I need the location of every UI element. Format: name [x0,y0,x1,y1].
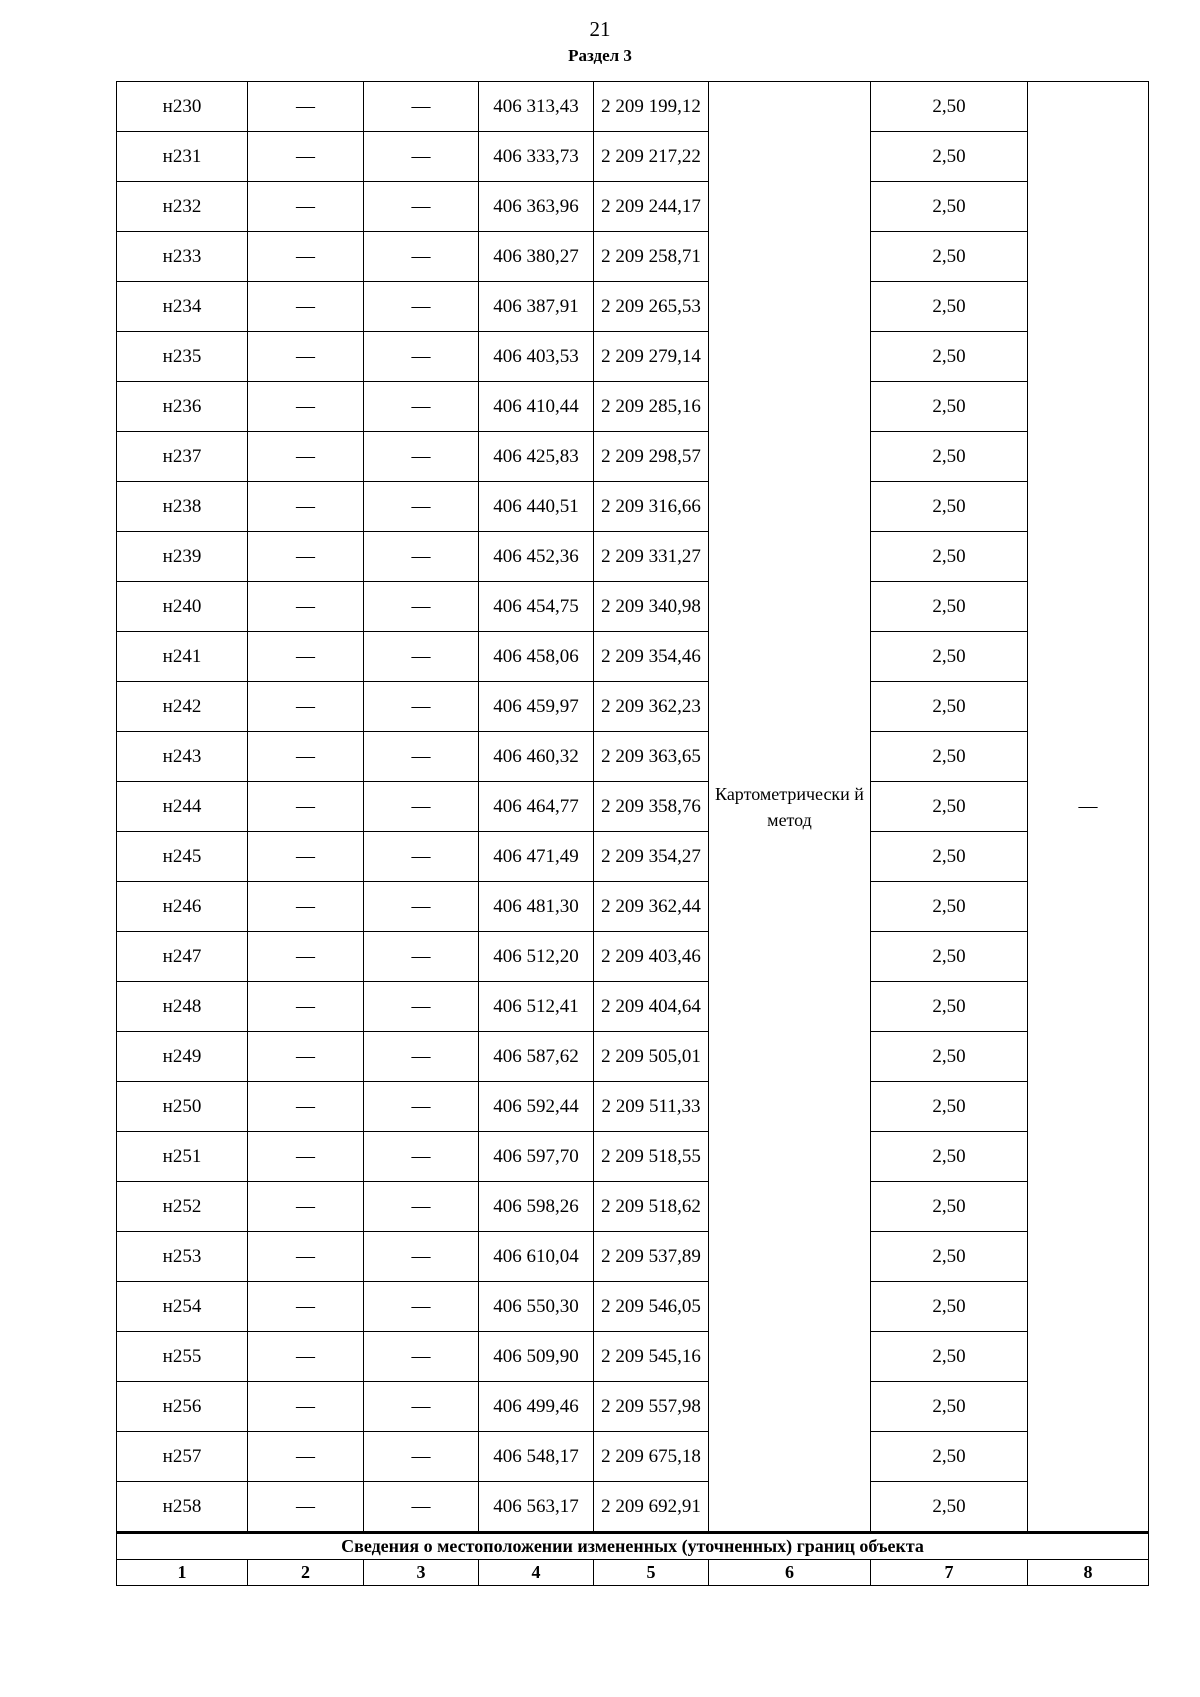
col2-cell: — [248,1282,364,1332]
coordinates-table [116,81,1149,1586]
y-coordinate-cell: 2 209 505,01 [594,1032,709,1082]
method-cell: Картометрически й метод [709,82,871,1533]
accuracy-cell: 2,50 [871,1282,1028,1332]
point-name-cell: н246 [117,882,248,932]
col3-cell: — [364,482,479,532]
col3-cell: — [364,582,479,632]
table-row [117,982,1149,1032]
summary-title: Сведения о местоположении измененных (уточненных) границ объекта [117,1533,1149,1560]
col3-cell: — [364,182,479,232]
table-row [117,82,1149,132]
point-name-cell: н236 [117,382,248,432]
col3-cell: — [364,682,479,732]
accuracy-cell: 2,50 [871,682,1028,732]
col3-cell: — [364,782,479,832]
col2-cell: — [248,1482,364,1533]
col2-cell: — [248,882,364,932]
accuracy-cell: 2,50 [871,1082,1028,1132]
table-row [117,1332,1149,1382]
col2-cell: — [248,1332,364,1382]
y-coordinate-cell: 2 209 244,17 [594,182,709,232]
col3-cell: — [364,1232,479,1282]
point-name-cell: н258 [117,1482,248,1533]
table-body [117,82,1149,1586]
section-title: Раздел 3 [568,46,632,65]
col2-cell: — [248,832,364,882]
table-row [117,382,1149,432]
x-coordinate-cell: 406 410,44 [479,382,594,432]
column-number-cell: 6 [709,1560,871,1586]
accuracy-cell: 2,50 [871,82,1028,132]
col3-cell: — [364,432,479,482]
col3-cell: — [364,232,479,282]
accuracy-cell: 2,50 [871,282,1028,332]
x-coordinate-cell: 406 333,73 [479,132,594,182]
col8-cell: — [1028,82,1149,1533]
col2-cell: — [248,1232,364,1282]
table-row [117,1482,1149,1533]
table-row [117,1382,1149,1432]
col3-cell: — [364,1432,479,1482]
y-coordinate-cell: 2 209 354,46 [594,632,709,682]
col2-cell: — [248,532,364,582]
x-coordinate-cell: 406 550,30 [479,1282,594,1332]
x-coordinate-cell: 406 425,83 [479,432,594,482]
x-coordinate-cell: 406 440,51 [479,482,594,532]
point-name-cell: н251 [117,1132,248,1182]
col2-cell: — [248,932,364,982]
x-coordinate-cell: 406 499,46 [479,1382,594,1432]
point-name-cell: н230 [117,82,248,132]
col2-cell: — [248,282,364,332]
table-row [117,132,1149,182]
x-coordinate-cell: 406 459,97 [479,682,594,732]
point-name-cell: н240 [117,582,248,632]
x-coordinate-cell: 406 592,44 [479,1082,594,1132]
y-coordinate-cell: 2 209 518,62 [594,1182,709,1232]
column-number-cell: 3 [364,1560,479,1586]
col3-cell: — [364,1182,479,1232]
col2-cell: — [248,582,364,632]
accuracy-cell: 2,50 [871,432,1028,482]
col3-cell: — [364,82,479,132]
y-coordinate-cell: 2 209 545,16 [594,1332,709,1382]
table-row [117,632,1149,682]
col2-cell: — [248,382,364,432]
accuracy-cell: 2,50 [871,1132,1028,1182]
y-coordinate-cell: 2 209 362,23 [594,682,709,732]
x-coordinate-cell: 406 471,49 [479,832,594,882]
col2-cell: — [248,782,364,832]
y-coordinate-cell: 2 209 354,27 [594,832,709,882]
x-coordinate-cell: 406 512,41 [479,982,594,1032]
accuracy-cell: 2,50 [871,182,1028,232]
point-name-cell: н234 [117,282,248,332]
x-coordinate-cell: 406 597,70 [479,1132,594,1182]
point-name-cell: н253 [117,1232,248,1282]
y-coordinate-cell: 2 209 265,53 [594,282,709,332]
col3-cell: — [364,1282,479,1332]
col2-cell: — [248,1382,364,1432]
accuracy-cell: 2,50 [871,982,1028,1032]
table-row [117,332,1149,382]
y-coordinate-cell: 2 209 537,89 [594,1232,709,1282]
point-name-cell: н245 [117,832,248,882]
accuracy-cell: 2,50 [871,1232,1028,1282]
summary-row [117,1533,1149,1560]
y-coordinate-cell: 2 209 546,05 [594,1282,709,1332]
accuracy-cell: 2,50 [871,132,1028,182]
x-coordinate-cell: 406 610,04 [479,1232,594,1282]
x-coordinate-cell: 406 548,17 [479,1432,594,1482]
col3-cell: — [364,982,479,1032]
table-row [117,732,1149,782]
col2-cell: — [248,1132,364,1182]
point-name-cell: н238 [117,482,248,532]
col3-cell: — [364,932,479,982]
page-number: 21 [589,17,611,41]
y-coordinate-cell: 2 209 340,98 [594,582,709,632]
point-name-cell: н239 [117,532,248,582]
col2-cell: — [248,982,364,1032]
accuracy-cell: 2,50 [871,732,1028,782]
table-row [117,782,1149,832]
y-coordinate-cell: 2 209 363,65 [594,732,709,782]
accuracy-cell: 2,50 [871,582,1028,632]
x-coordinate-cell: 406 464,77 [479,782,594,832]
column-numbers-row [117,1560,1149,1586]
col3-cell: — [364,1132,479,1182]
accuracy-cell: 2,50 [871,1332,1028,1382]
column-number-cell: 2 [248,1560,364,1586]
x-coordinate-cell: 406 587,62 [479,1032,594,1082]
x-coordinate-cell: 406 512,20 [479,932,594,982]
point-name-cell: н237 [117,432,248,482]
table-row [117,832,1149,882]
accuracy-cell: 2,50 [871,232,1028,282]
point-name-cell: н235 [117,332,248,382]
table-row [117,1232,1149,1282]
y-coordinate-cell: 2 209 404,64 [594,982,709,1032]
col3-cell: — [364,1332,479,1382]
point-name-cell: н232 [117,182,248,232]
accuracy-cell: 2,50 [871,1482,1028,1533]
col3-cell: — [364,732,479,782]
column-number-cell: 7 [871,1560,1028,1586]
accuracy-cell: 2,50 [871,532,1028,582]
x-coordinate-cell: 406 563,17 [479,1482,594,1533]
y-coordinate-cell: 2 209 279,14 [594,332,709,382]
col3-cell: — [364,532,479,582]
col2-cell: — [248,82,364,132]
table-row [117,682,1149,732]
col2-cell: — [248,632,364,682]
x-coordinate-cell: 406 363,96 [479,182,594,232]
table-row [117,882,1149,932]
point-name-cell: н249 [117,1032,248,1082]
col3-cell: — [364,382,479,432]
col2-cell: — [248,482,364,532]
y-coordinate-cell: 2 209 358,76 [594,782,709,832]
point-name-cell: н248 [117,982,248,1032]
col2-cell: — [248,332,364,382]
accuracy-cell: 2,50 [871,1182,1028,1232]
y-coordinate-cell: 2 209 298,57 [594,432,709,482]
table-row [117,1032,1149,1082]
accuracy-cell: 2,50 [871,932,1028,982]
y-coordinate-cell: 2 209 199,12 [594,82,709,132]
accuracy-cell: 2,50 [871,1382,1028,1432]
table-row [117,432,1149,482]
col2-cell: — [248,1032,364,1082]
y-coordinate-cell: 2 209 511,33 [594,1082,709,1132]
y-coordinate-cell: 2 209 557,98 [594,1382,709,1432]
x-coordinate-cell: 406 481,30 [479,882,594,932]
point-name-cell: н231 [117,132,248,182]
col3-cell: — [364,282,479,332]
point-name-cell: н233 [117,232,248,282]
x-coordinate-cell: 406 460,32 [479,732,594,782]
col2-cell: — [248,232,364,282]
y-coordinate-cell: 2 209 217,22 [594,132,709,182]
x-coordinate-cell: 406 454,75 [479,582,594,632]
accuracy-cell: 2,50 [871,632,1028,682]
col2-cell: — [248,1182,364,1232]
y-coordinate-cell: 2 209 518,55 [594,1132,709,1182]
y-coordinate-cell: 2 209 331,27 [594,532,709,582]
col3-cell: — [364,832,479,882]
y-coordinate-cell: 2 209 258,71 [594,232,709,282]
column-number-cell: 5 [594,1560,709,1586]
x-coordinate-cell: 406 380,27 [479,232,594,282]
table-row [117,582,1149,632]
point-name-cell: н250 [117,1082,248,1132]
col2-cell: — [248,132,364,182]
table-row [117,532,1149,582]
point-name-cell: н247 [117,932,248,982]
col3-cell: — [364,882,479,932]
x-coordinate-cell: 406 509,90 [479,1332,594,1382]
point-name-cell: н256 [117,1382,248,1432]
table-row [117,1432,1149,1482]
point-name-cell: н242 [117,682,248,732]
accuracy-cell: 2,50 [871,782,1028,832]
column-number-cell: 4 [479,1560,594,1586]
x-coordinate-cell: 406 452,36 [479,532,594,582]
col2-cell: — [248,682,364,732]
point-name-cell: н252 [117,1182,248,1232]
y-coordinate-cell: 2 209 675,18 [594,1432,709,1482]
table-row [117,182,1149,232]
col3-cell: — [364,1382,479,1432]
col3-cell: — [364,632,479,682]
table-row [117,1132,1149,1182]
column-number-cell: 1 [117,1560,248,1586]
point-name-cell: н244 [117,782,248,832]
table-row [117,1282,1149,1332]
col2-cell: — [248,432,364,482]
col3-cell: — [364,332,479,382]
col2-cell: — [248,1082,364,1132]
accuracy-cell: 2,50 [871,1432,1028,1482]
accuracy-cell: 2,50 [871,832,1028,882]
table-row [117,1182,1149,1232]
accuracy-cell: 2,50 [871,382,1028,432]
accuracy-cell: 2,50 [871,882,1028,932]
x-coordinate-cell: 406 458,06 [479,632,594,682]
x-coordinate-cell: 406 598,26 [479,1182,594,1232]
table-row [117,1082,1149,1132]
table-row [117,482,1149,532]
col3-cell: — [364,1482,479,1533]
table-row [117,282,1149,332]
point-name-cell: н257 [117,1432,248,1482]
col3-cell: — [364,132,479,182]
y-coordinate-cell: 2 209 285,16 [594,382,709,432]
y-coordinate-cell: 2 209 362,44 [594,882,709,932]
point-name-cell: н243 [117,732,248,782]
accuracy-cell: 2,50 [871,1032,1028,1082]
table-row [117,232,1149,282]
col2-cell: — [248,182,364,232]
accuracy-cell: 2,50 [871,332,1028,382]
col3-cell: — [364,1032,479,1082]
table-row [117,932,1149,982]
point-name-cell: н254 [117,1282,248,1332]
y-coordinate-cell: 2 209 692,91 [594,1482,709,1533]
x-coordinate-cell: 406 387,91 [479,282,594,332]
point-name-cell: н241 [117,632,248,682]
x-coordinate-cell: 406 403,53 [479,332,594,382]
y-coordinate-cell: 2 209 316,66 [594,482,709,532]
column-number-cell: 8 [1028,1560,1149,1586]
accuracy-cell: 2,50 [871,482,1028,532]
col3-cell: — [364,1082,479,1132]
col2-cell: — [248,732,364,782]
point-name-cell: н255 [117,1332,248,1382]
x-coordinate-cell: 406 313,43 [479,82,594,132]
col2-cell: — [248,1432,364,1482]
y-coordinate-cell: 2 209 403,46 [594,932,709,982]
